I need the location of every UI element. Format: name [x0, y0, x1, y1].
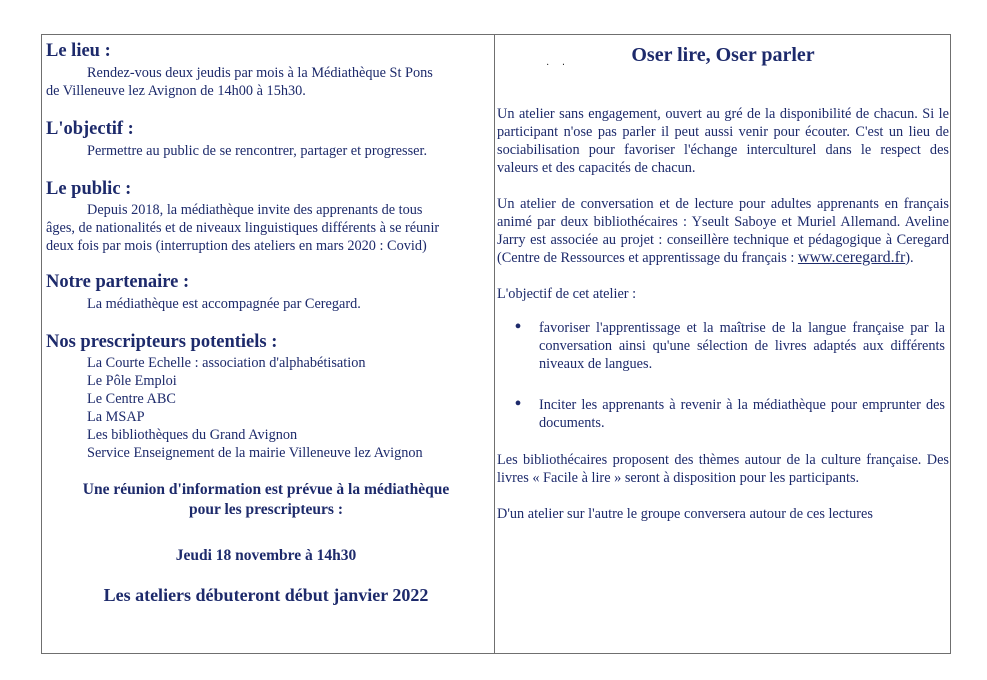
scan-speck: · ‧ — [546, 60, 566, 71]
objectif-text: Permettre au public de se rencontrer, partager et progresser. — [87, 143, 428, 159]
bullet-icon: • — [514, 393, 522, 415]
left-column — [46, 40, 486, 606]
page-title: Oser lire, Oser parler — [631, 44, 815, 66]
reunion-line2: pour les prescripteurs : — [189, 501, 343, 518]
right-column — [497, 40, 949, 523]
bullet-icon: • — [514, 316, 522, 338]
prescripteurs-heading: Nos prescripteurs potentiels : — [46, 332, 278, 352]
list-item: Service Enseignement de la mairie Villeneuve lez Avignon — [87, 445, 423, 461]
description-paragraph — [497, 195, 949, 267]
public-line1: Depuis 2018, la médiathèque invite des apprenants de tous — [87, 202, 423, 218]
bullet-text: favoriser l'apprentissage et la maîtrise de la langue française par la conversation ainsi qu'une sélection de livres adaptés aux différents niveaux de langues. — [539, 320, 945, 372]
partenaire-text: La médiathèque est accompagnée par Ceregard. — [87, 296, 361, 312]
public-line3: deux fois par mois (interruption des ateliers en mars 2020 : Covid) — [46, 238, 427, 254]
partenaire-heading: Notre partenaire : — [46, 272, 190, 292]
ateliers-debut: Les ateliers débuteront début janvier 2022 — [103, 585, 429, 605]
lieu-line2: de Villeneuve lez Avignon de 14h00 à 15h30. — [46, 83, 306, 99]
lieu-heading: Le lieu : — [46, 41, 111, 61]
intro-paragraph: Un atelier sans engagement, ouvert au gré de la disponibilité de chacun. Si le participant n'ose pas parler il peut aussi venir pour écouter. C'est un lieu de sociabilisation pour favoriser l'échange interculturel dans le respect des valeurs et des capacités de chacun. — [497, 106, 949, 176]
list-item: Le Centre ABC — [87, 391, 176, 407]
ceregard-link[interactable]: www.ceregard.fr — [797, 249, 906, 266]
list-item: La MSAP — [87, 409, 145, 425]
bullet-text: Inciter les apprenants à revenir à la médiathèque pour emprunter des documents. — [539, 397, 945, 431]
objectif-heading: L'objectif : — [46, 119, 134, 139]
list-item: Le Pôle Emploi — [87, 373, 177, 389]
themes-paragraph: Les bibliothécaires proposent des thèmes autour de la culture française. Des livres « Facile à lire » seront à disposition pour les participants. — [497, 452, 949, 486]
closing-paragraph: D'un atelier sur l'autre le groupe conversera autour de ces lectures — [497, 506, 873, 522]
list-item — [497, 316, 949, 373]
description-end: ). — [905, 250, 914, 266]
reunion-date: Jeudi 18 novembre à 14h30 — [175, 547, 357, 564]
public-heading: Le public : — [46, 179, 132, 199]
reunion-notice — [46, 480, 486, 520]
list-item: La Courte Echelle : association d'alphabétisation — [87, 355, 366, 371]
list-item: Les bibliothèques du Grand Avignon — [87, 427, 298, 443]
list-item — [497, 393, 949, 432]
description-text: Un atelier de conversation et de lecture pour adultes apprenants en français animé par deux bibliothécaires : Yseult Saboye et Muriel Allemand. Aveline Jarry est associée au projet : conseillère technique et pédagogique à Ceregard (Centre de Ressources et apprentissage du français : — [497, 196, 949, 266]
public-line2: âges, de nationalités et de niveaux linguistiques différents à se réunir — [46, 220, 440, 236]
objectif-intro: L'objectif de cet atelier : — [497, 286, 637, 302]
reunion-line1: Une réunion d'information est prévue à la médiathèque — [82, 481, 450, 498]
lieu-line1: Rendez-vous deux jeudis par mois à la Médiathèque St Pons — [87, 65, 433, 81]
prescripteurs-list — [46, 354, 486, 462]
column-divider — [494, 34, 495, 654]
